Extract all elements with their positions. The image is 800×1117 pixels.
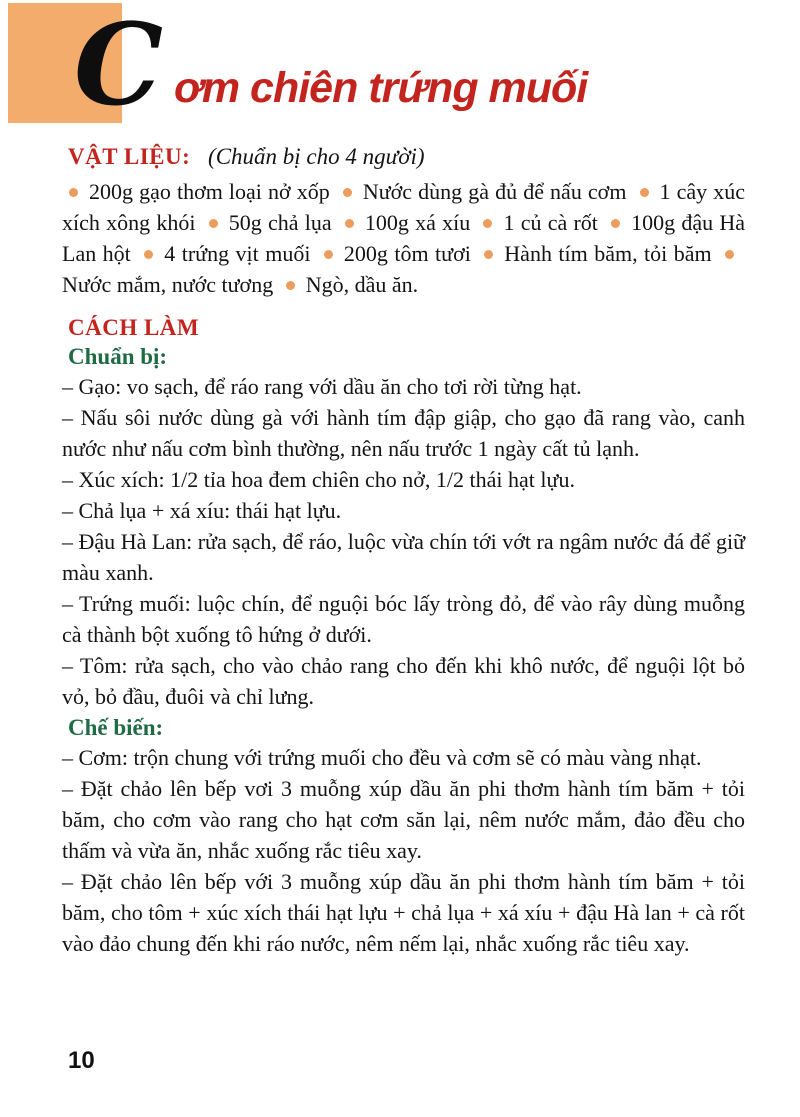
ingredients-list	[62, 176, 745, 300]
ingredient-item	[137, 241, 317, 266]
title-dropcap: C	[74, 0, 164, 131]
ingredient-item	[336, 179, 633, 204]
ingredient-text: 200g tôm tươi	[343, 241, 471, 266]
ingredient-text: Ngò, dầu ăn.	[305, 272, 419, 297]
ingredient-text: 1 cây xúc xích xông khói	[62, 179, 746, 235]
step-paragraph: – Chả lụa + xá xíu: thái hạt lựu.	[62, 498, 342, 523]
ingredient-text: 50g chả lụa	[228, 210, 332, 235]
ingredient-item	[279, 272, 418, 297]
bullet-dot-icon	[144, 250, 153, 259]
ingredient-item	[202, 210, 338, 235]
ingredient-text: 200g gạo thơm loại nở xốp	[89, 179, 330, 204]
page-content	[62, 144, 745, 959]
step-paragraph: – Đặt chảo lên bếp vơi 3 muỗng xúp dầu ăn phi thơm hành tím băm + tỏi băm, cho cơm vào rang cho hạt cơm săn lại, nêm nước mắm, đảo đều cho thấm và vừa ăn, nhắc xuống rắc tiêu xay.	[62, 776, 745, 863]
bullet-dot-icon	[640, 188, 649, 197]
steps-chuan-bi	[62, 371, 745, 712]
bullet-dot-icon	[483, 219, 492, 228]
method-heading: CÁCH LÀM	[68, 315, 200, 340]
step-paragraph: – Cơm: trộn chung với trứng muối cho đều và cơm sẽ có màu vàng nhạt.	[62, 745, 702, 770]
step-paragraph: – Trứng muối: luộc chín, để nguội bóc lấy tròng đỏ, để vào rây dùng muỗng cà thành bột xuống tô hứng ở dưới.	[62, 591, 745, 647]
bullet-dot-icon	[611, 219, 620, 228]
bullet-dot-icon	[209, 219, 218, 228]
page-title: ơm chiên trứng muối	[174, 64, 588, 112]
ingredient-text: 4 trứng vịt muối	[164, 241, 311, 266]
step-paragraph: – Đậu Hà Lan: rửa sạch, để ráo, luộc vừa chín tới vớt ra ngâm nước đá để giữ màu xanh.	[62, 529, 745, 585]
ingredient-text: 100g đậu Hà Lan hột	[62, 210, 746, 266]
ingredient-text: Nước dùng gà đủ để nấu cơm	[362, 179, 627, 204]
servings-note: (Chuẩn bị cho 4 người)	[208, 144, 425, 169]
bullet-dot-icon	[484, 250, 493, 259]
step-paragraph: – Gạo: vo sạch, để ráo rang với dầu ăn cho tơi rời từng hạt.	[62, 374, 582, 399]
bullet-dot-icon	[69, 188, 78, 197]
ingredient-item	[338, 210, 477, 235]
step-paragraph: – Xúc xích: 1/2 tỉa hoa đem chiên cho nở, 1/2 thái hạt lựu.	[62, 467, 575, 492]
step-paragraph: – Đặt chảo lên bếp với 3 muỗng xúp dầu ăn phi thơm hành tím băm + tỏi băm, cho tôm + xúc xích thái hạt lựu + chả lụa + xá xíu + đậu Hà lan + cà rốt vào đảo chung đến khi ráo nước, nêm nếm lại, nhắc xuống rắc tiêu xay.	[62, 869, 745, 956]
ingredient-text: 1 củ cà rốt	[503, 210, 598, 235]
bullet-dot-icon	[343, 188, 352, 197]
ingredient-item	[317, 241, 477, 266]
ingredient-item	[477, 241, 718, 266]
bullet-dot-icon	[725, 250, 734, 259]
subheading-che-bien: Chế biến:	[68, 715, 164, 740]
ingredient-text: Hành tím băm, tỏi băm	[504, 241, 712, 266]
ingredient-text: Nước mắm, nước tương	[62, 272, 274, 297]
step-paragraph: – Tôm: rửa sạch, cho vào chảo rang cho đến khi khô nước, để nguội lột bỏ vỏ, bỏ đầu, đuôi và chỉ lưng.	[62, 653, 745, 709]
ingredients-header-line	[68, 144, 745, 170]
bullet-dot-icon	[286, 281, 295, 290]
ingredient-item	[476, 210, 604, 235]
bullet-dot-icon	[324, 250, 333, 259]
steps-che-bien	[62, 742, 745, 959]
step-paragraph: – Nấu sôi nước dùng gà với hành tím đập giập, cho gạo đã rang vào, canh nước như nấu cơm bình thường, nên nấu trước 1 ngày cất tủ lạnh.	[62, 405, 745, 461]
page-number: 10	[68, 1047, 95, 1074]
ingredients-label: VẬT LIỆU:	[68, 144, 191, 169]
ingredient-text: 100g xá xíu	[364, 210, 471, 235]
bullet-dot-icon	[345, 219, 354, 228]
page-header	[0, 0, 800, 136]
subheading-chuan-bi: Chuẩn bị:	[68, 344, 168, 369]
ingredient-item	[62, 179, 336, 204]
